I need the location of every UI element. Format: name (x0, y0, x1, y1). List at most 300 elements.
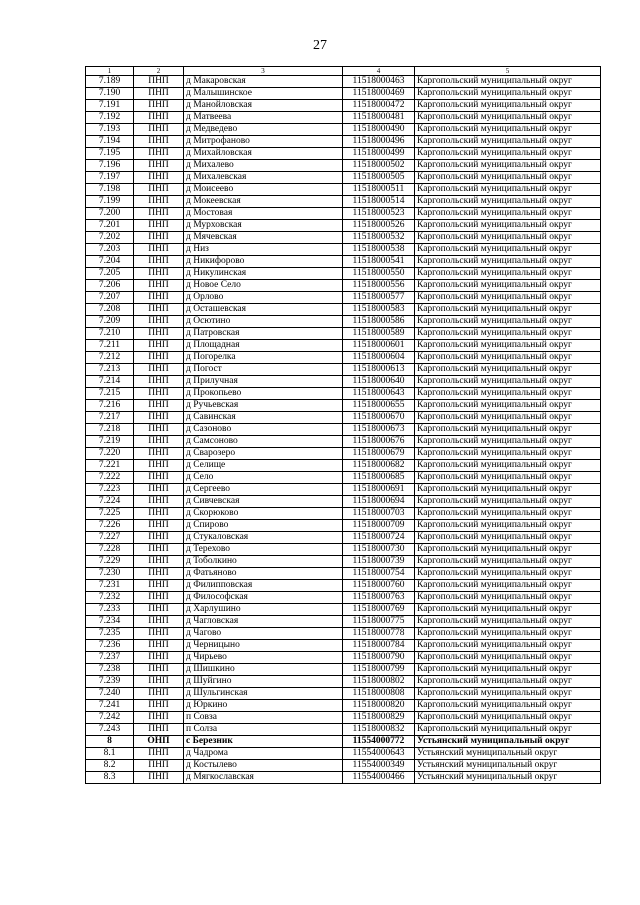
settlement-name: д Михайловская (184, 148, 343, 160)
column-number-2: 2 (134, 67, 184, 76)
oktmo-code: 11518000709 (343, 520, 415, 532)
table-row (86, 640, 601, 652)
settlement-type: ПНП (134, 160, 184, 172)
oktmo-code: 11518000532 (343, 232, 415, 244)
row-number: 7.203 (86, 244, 134, 256)
settlement-name: д Спирово (184, 520, 343, 532)
table-row (86, 292, 601, 304)
oktmo-code: 11518000679 (343, 448, 415, 460)
settlement-type: ПНП (134, 220, 184, 232)
settlement-name: д Мягкославская (184, 772, 343, 784)
settlement-type: ПНП (134, 508, 184, 520)
municipal-district: Каргопольский муниципальный округ (415, 652, 601, 664)
table-row (86, 772, 601, 784)
municipal-district: Каргопольский муниципальный округ (415, 592, 601, 604)
settlement-name: д Мостовая (184, 208, 343, 220)
municipal-district: Каргопольский муниципальный округ (415, 208, 601, 220)
settlement-type: ПНП (134, 496, 184, 508)
oktmo-code: 11518000655 (343, 400, 415, 412)
oktmo-code: 11518000775 (343, 616, 415, 628)
table-row (86, 388, 601, 400)
row-number: 7.242 (86, 712, 134, 724)
oktmo-code: 11518000481 (343, 112, 415, 124)
oktmo-code: 11518000550 (343, 268, 415, 280)
settlement-type: ПНП (134, 712, 184, 724)
municipal-district: Каргопольский муниципальный округ (415, 376, 601, 388)
row-number: 7.213 (86, 364, 134, 376)
settlement-name: д Мокеевская (184, 196, 343, 208)
row-number: 7.243 (86, 724, 134, 736)
row-number: 7.241 (86, 700, 134, 712)
table-row (86, 112, 601, 124)
table-row (86, 700, 601, 712)
settlement-type: ПНП (134, 568, 184, 580)
settlement-name: д Осташевская (184, 304, 343, 316)
municipal-district: Каргопольский муниципальный округ (415, 448, 601, 460)
row-number: 7.191 (86, 100, 134, 112)
column-number-5: 5 (415, 67, 601, 76)
oktmo-code: 11518000589 (343, 328, 415, 340)
table-row (86, 340, 601, 352)
settlement-type: ПНП (134, 184, 184, 196)
municipal-district: Каргопольский муниципальный округ (415, 700, 601, 712)
settlement-name: д Чагловская (184, 616, 343, 628)
settlement-name: д Шульгинская (184, 688, 343, 700)
municipal-district: Каргопольский муниципальный округ (415, 544, 601, 556)
oktmo-code: 11518000739 (343, 556, 415, 568)
settlement-name: д Осютино (184, 316, 343, 328)
municipal-district: Каргопольский муниципальный округ (415, 352, 601, 364)
settlement-name: д Юркино (184, 700, 343, 712)
settlement-name: д Сварозеро (184, 448, 343, 460)
settlement-type: ПНП (134, 616, 184, 628)
settlement-type: ПНП (134, 640, 184, 652)
table-row (86, 316, 601, 328)
oktmo-code: 11518000523 (343, 208, 415, 220)
municipal-district: Каргопольский муниципальный округ (415, 292, 601, 304)
row-number: 7.200 (86, 208, 134, 220)
row-number: 7.206 (86, 280, 134, 292)
oktmo-code: 11518000463 (343, 76, 415, 88)
settlement-name: д Сергеево (184, 484, 343, 496)
row-number: 7.236 (86, 640, 134, 652)
municipal-district: Каргопольский муниципальный округ (415, 388, 601, 400)
municipal-district: Каргопольский муниципальный округ (415, 664, 601, 676)
settlement-type: ПНП (134, 148, 184, 160)
settlement-type: ПНП (134, 100, 184, 112)
settlement-type: ПНП (134, 664, 184, 676)
municipal-district: Каргопольский муниципальный округ (415, 436, 601, 448)
row-number: 7.194 (86, 136, 134, 148)
table-row (86, 508, 601, 520)
oktmo-code: 11518000541 (343, 256, 415, 268)
settlement-type: ПНП (134, 484, 184, 496)
table-row (86, 232, 601, 244)
settlement-type: ПНП (134, 208, 184, 220)
table-row (86, 208, 601, 220)
municipal-district: Каргопольский муниципальный округ (415, 496, 601, 508)
oktmo-code: 11518000790 (343, 652, 415, 664)
table-row (86, 592, 601, 604)
settlement-type: ОНП (134, 736, 184, 748)
settlement-type: ПНП (134, 196, 184, 208)
municipal-district: Каргопольский муниципальный округ (415, 520, 601, 532)
row-number: 7.218 (86, 424, 134, 436)
table-row (86, 568, 601, 580)
municipal-district: Каргопольский муниципальный округ (415, 100, 601, 112)
row-number: 7.216 (86, 400, 134, 412)
oktmo-code: 11518000586 (343, 316, 415, 328)
table-row (86, 424, 601, 436)
oktmo-code: 11518000691 (343, 484, 415, 496)
settlement-name: д Филипповская (184, 580, 343, 592)
settlement-name: д Селище (184, 460, 343, 472)
table-row (86, 400, 601, 412)
row-number: 7.235 (86, 628, 134, 640)
table-row (86, 460, 601, 472)
settlement-type: ПНП (134, 532, 184, 544)
settlement-name: д Михалево (184, 160, 343, 172)
settlement-name: д Макаровская (184, 76, 343, 88)
oktmo-code: 11518000754 (343, 568, 415, 580)
settlement-name: д Прокопьево (184, 388, 343, 400)
settlement-name: д Мурховская (184, 220, 343, 232)
row-number: 7.215 (86, 388, 134, 400)
settlement-name: д Орлово (184, 292, 343, 304)
settlement-name: д Фатьяново (184, 568, 343, 580)
municipal-district: Каргопольский муниципальный округ (415, 124, 601, 136)
table-row (86, 724, 601, 736)
row-number: 7.209 (86, 316, 134, 328)
municipal-district: Каргопольский муниципальный округ (415, 184, 601, 196)
oktmo-code: 11518000526 (343, 220, 415, 232)
row-number: 7.193 (86, 124, 134, 136)
table-row (86, 688, 601, 700)
row-number: 7.205 (86, 268, 134, 280)
settlement-type: ПНП (134, 628, 184, 640)
settlement-type: ПНП (134, 424, 184, 436)
municipal-district: Каргопольский муниципальный округ (415, 280, 601, 292)
oktmo-code: 11518000694 (343, 496, 415, 508)
oktmo-code: 11518000676 (343, 436, 415, 448)
row-number: 7.198 (86, 184, 134, 196)
row-number: 7.195 (86, 148, 134, 160)
municipal-district: Каргопольский муниципальный округ (415, 628, 601, 640)
oktmo-code: 11518000490 (343, 124, 415, 136)
municipal-district: Каргопольский муниципальный округ (415, 136, 601, 148)
row-number: 7.229 (86, 556, 134, 568)
row-number: 7.199 (86, 196, 134, 208)
municipal-district: Каргопольский муниципальный округ (415, 244, 601, 256)
oktmo-code: 11518000832 (343, 724, 415, 736)
settlement-type: ПНП (134, 340, 184, 352)
oktmo-code: 11518000601 (343, 340, 415, 352)
settlement-name: д Никифорово (184, 256, 343, 268)
table-row (86, 664, 601, 676)
municipal-district: Каргопольский муниципальный округ (415, 688, 601, 700)
oktmo-code: 11518000538 (343, 244, 415, 256)
settlement-type: ПНП (134, 472, 184, 484)
table-row (86, 472, 601, 484)
table-row (86, 652, 601, 664)
settlement-name: д Новое Село (184, 280, 343, 292)
table-row (86, 412, 601, 424)
settlement-type: ПНП (134, 112, 184, 124)
municipal-district: Каргопольский муниципальный округ (415, 304, 601, 316)
settlement-name: д Савинская (184, 412, 343, 424)
row-number: 7.208 (86, 304, 134, 316)
municipal-district: Каргопольский муниципальный округ (415, 568, 601, 580)
settlement-type: ПНП (134, 580, 184, 592)
settlement-type: ПНП (134, 232, 184, 244)
row-number: 7.228 (86, 544, 134, 556)
settlement-type: ПНП (134, 412, 184, 424)
oktmo-code: 11554000643 (343, 748, 415, 760)
oktmo-code: 11518000643 (343, 388, 415, 400)
settlement-name: д Моисеево (184, 184, 343, 196)
settlement-type: ПНП (134, 544, 184, 556)
settlement-name: д Философская (184, 592, 343, 604)
settlement-type: ПНП (134, 124, 184, 136)
municipal-district: Каргопольский муниципальный округ (415, 532, 601, 544)
settlement-type: ПНП (134, 376, 184, 388)
municipal-district: Каргопольский муниципальный округ (415, 76, 601, 88)
row-number: 7.240 (86, 688, 134, 700)
settlement-name: д Погост (184, 364, 343, 376)
row-number: 7.223 (86, 484, 134, 496)
municipal-district: Каргопольский муниципальный округ (415, 160, 601, 172)
oktmo-code: 11554000772 (343, 736, 415, 748)
oktmo-code: 11518000496 (343, 136, 415, 148)
settlement-type: ПНП (134, 772, 184, 784)
settlement-name: д Манойловская (184, 100, 343, 112)
municipal-district: Каргопольский муниципальный округ (415, 400, 601, 412)
settlement-name: д Харлушино (184, 604, 343, 616)
municipal-district: Каргопольский муниципальный округ (415, 88, 601, 100)
settlement-name: д Костылево (184, 760, 343, 772)
oktmo-code: 11518000514 (343, 196, 415, 208)
municipal-district: Каргопольский муниципальный округ (415, 472, 601, 484)
settlement-type: ПНП (134, 400, 184, 412)
settlement-type: ПНП (134, 256, 184, 268)
table-row (86, 148, 601, 160)
municipal-district: Каргопольский муниципальный округ (415, 220, 601, 232)
table-row (86, 532, 601, 544)
municipal-district: Каргопольский муниципальный округ (415, 316, 601, 328)
oktmo-code: 11518000670 (343, 412, 415, 424)
table-row (86, 604, 601, 616)
settlement-name: д Шуйгино (184, 676, 343, 688)
oktmo-code: 11518000784 (343, 640, 415, 652)
oktmo-code: 11518000673 (343, 424, 415, 436)
row-number: 8.3 (86, 772, 134, 784)
municipal-district: Каргопольский муниципальный округ (415, 556, 601, 568)
table-row (86, 760, 601, 772)
table-row (86, 748, 601, 760)
table-row (86, 376, 601, 388)
oktmo-code: 11518000640 (343, 376, 415, 388)
municipal-district: Каргопольский муниципальный округ (415, 256, 601, 268)
oktmo-code: 11518000829 (343, 712, 415, 724)
table-row (86, 496, 601, 508)
settlement-type: ПНП (134, 724, 184, 736)
settlement-type: ПНП (134, 556, 184, 568)
table-row (86, 280, 601, 292)
municipal-district: Каргопольский муниципальный округ (415, 112, 601, 124)
oktmo-code: 11554000349 (343, 760, 415, 772)
municipal-district: Каргопольский муниципальный округ (415, 364, 601, 376)
municipal-district: Каргопольский муниципальный округ (415, 268, 601, 280)
settlement-type: ПНП (134, 448, 184, 460)
settlement-type: ПНП (134, 88, 184, 100)
oktmo-code: 11518000769 (343, 604, 415, 616)
settlement-type: ПНП (134, 436, 184, 448)
row-number: 8 (86, 736, 134, 748)
table-row (86, 184, 601, 196)
settlement-name: д Площадная (184, 340, 343, 352)
settlement-name: д Матвеева (184, 112, 343, 124)
oktmo-code: 11518000799 (343, 664, 415, 676)
table-row (86, 124, 601, 136)
settlement-type: ПНП (134, 592, 184, 604)
settlement-type: ПНП (134, 280, 184, 292)
row-number: 7.201 (86, 220, 134, 232)
settlement-type: ПНП (134, 676, 184, 688)
municipal-district: Каргопольский муниципальный округ (415, 196, 601, 208)
settlement-type: ПНП (134, 652, 184, 664)
settlement-name: д Михалевская (184, 172, 343, 184)
column-number-4: 4 (343, 67, 415, 76)
row-number: 7.225 (86, 508, 134, 520)
settlement-name: д Стукаловская (184, 532, 343, 544)
settlement-name: д Мячевская (184, 232, 343, 244)
oktmo-code: 11518000682 (343, 460, 415, 472)
oktmo-code: 11518000511 (343, 184, 415, 196)
settlement-name: д Патровская (184, 328, 343, 340)
row-number: 7.197 (86, 172, 134, 184)
table-row (86, 580, 601, 592)
settlement-type: ПНП (134, 268, 184, 280)
settlement-type: ПНП (134, 604, 184, 616)
municipal-district: Каргопольский муниципальный округ (415, 724, 601, 736)
settlement-type: ПНП (134, 700, 184, 712)
municipal-district: Каргопольский муниципальный округ (415, 232, 601, 244)
table-row (86, 628, 601, 640)
settlement-type: ПНП (134, 136, 184, 148)
settlement-name: д Никулинская (184, 268, 343, 280)
municipal-district: Каргопольский муниципальный округ (415, 712, 601, 724)
row-number: 7.214 (86, 376, 134, 388)
row-number: 7.212 (86, 352, 134, 364)
table-row (86, 304, 601, 316)
settlement-type: ПНП (134, 292, 184, 304)
row-number: 7.238 (86, 664, 134, 676)
oktmo-code: 11518000583 (343, 304, 415, 316)
oktmo-code: 11518000703 (343, 508, 415, 520)
settlement-name: д Прилучная (184, 376, 343, 388)
row-number: 7.233 (86, 604, 134, 616)
table-row (86, 712, 601, 724)
table-row (86, 220, 601, 232)
settlement-name: д Низ (184, 244, 343, 256)
table-row (86, 676, 601, 688)
municipal-district: Устьянский муниципальный округ (415, 748, 601, 760)
row-number: 7.221 (86, 460, 134, 472)
municipal-district: Каргопольский муниципальный округ (415, 412, 601, 424)
municipal-district: Каргопольский муниципальный округ (415, 424, 601, 436)
row-number: 7.239 (86, 676, 134, 688)
row-number: 7.196 (86, 160, 134, 172)
table-row (86, 556, 601, 568)
municipal-district: Каргопольский муниципальный округ (415, 508, 601, 520)
settlement-name: д Самсоново (184, 436, 343, 448)
settlement-type: ПНП (134, 760, 184, 772)
municipal-district: Каргопольский муниципальный округ (415, 148, 601, 160)
settlement-name: д Малышинское (184, 88, 343, 100)
settlement-name: п Солза (184, 724, 343, 736)
settlement-name: д Ручьевская (184, 400, 343, 412)
table-row (86, 520, 601, 532)
settlement-type: ПНП (134, 352, 184, 364)
table-row (86, 328, 601, 340)
oktmo-code: 11518000760 (343, 580, 415, 592)
row-number: 7.220 (86, 448, 134, 460)
row-number: 7.226 (86, 520, 134, 532)
oktmo-code: 11518000730 (343, 544, 415, 556)
settlement-type: ПНП (134, 316, 184, 328)
table-row (86, 76, 601, 88)
table-row (86, 352, 601, 364)
oktmo-code: 11518000778 (343, 628, 415, 640)
municipal-district: Каргопольский муниципальный округ (415, 172, 601, 184)
table-row (86, 160, 601, 172)
row-number: 7.202 (86, 232, 134, 244)
row-number: 7.190 (86, 88, 134, 100)
table-row (86, 616, 601, 628)
oktmo-code: 11518000505 (343, 172, 415, 184)
municipal-district: Каргопольский муниципальный округ (415, 340, 601, 352)
settlement-name: д Село (184, 472, 343, 484)
table-row (86, 196, 601, 208)
row-number: 7.192 (86, 112, 134, 124)
page-number: 27 (313, 38, 327, 53)
oktmo-code: 11518000469 (343, 88, 415, 100)
oktmo-code: 11518000577 (343, 292, 415, 304)
municipal-district: Каргопольский муниципальный округ (415, 616, 601, 628)
settlement-name: д Сазоново (184, 424, 343, 436)
row-number: 7.234 (86, 616, 134, 628)
table-row (86, 244, 601, 256)
row-number: 7.237 (86, 652, 134, 664)
settlement-type: ПНП (134, 460, 184, 472)
settlement-name: д Погорелка (184, 352, 343, 364)
settlement-name: д Медведево (184, 124, 343, 136)
row-number: 8.2 (86, 760, 134, 772)
table-row (86, 268, 601, 280)
settlement-name: п Совза (184, 712, 343, 724)
settlement-name: д Скорюково (184, 508, 343, 520)
settlement-type: ПНП (134, 172, 184, 184)
table-row (86, 136, 601, 148)
municipal-district: Устьянский муниципальный округ (415, 772, 601, 784)
settlement-type: ПНП (134, 520, 184, 532)
settlement-type: ПНП (134, 304, 184, 316)
oktmo-code: 11518000808 (343, 688, 415, 700)
row-number: 7.217 (86, 412, 134, 424)
municipal-district: Каргопольский муниципальный округ (415, 604, 601, 616)
settlement-type: ПНП (134, 364, 184, 376)
oktmo-code: 11518000604 (343, 352, 415, 364)
